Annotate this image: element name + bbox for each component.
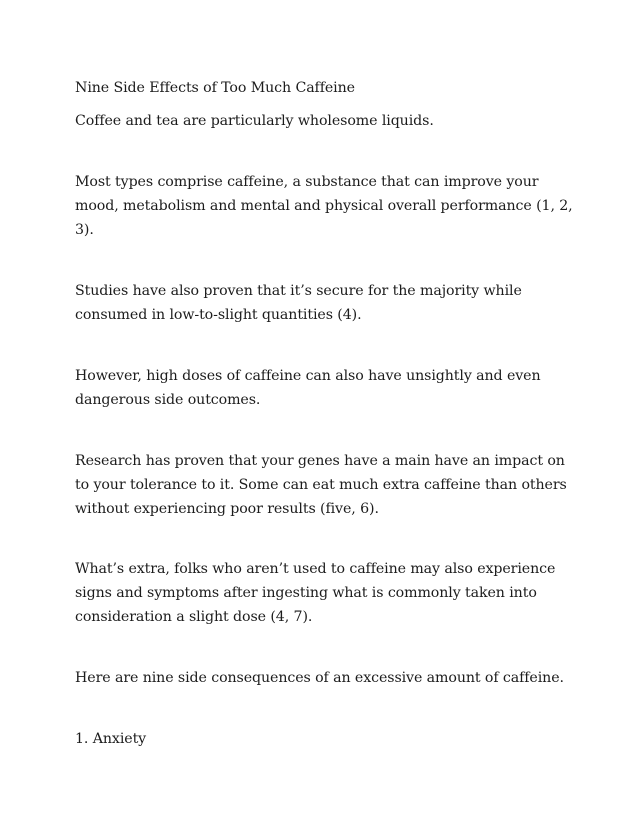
paragraph-6-line-2: signs and symptoms after ingesting what is commonly taken into [75,585,537,601]
paragraph-3-line-1: Studies have also proven that it’s secure for the majority while [75,283,522,299]
paragraph-2-line-3: 3). [75,222,94,238]
paragraph-5-line-1: Research has proven that your genes have a main have an impact on [75,453,565,469]
paragraph-6-line-1: What’s extra, folks who aren’t used to caffeine may also experience [75,561,556,577]
paragraph-7-line-1: Here are nine side consequences of an excessive amount of caffeine. [75,670,564,686]
paragraph-6-line-3: consideration a slight dose (4, 7). [75,609,313,625]
document-title: Nine Side Effects of Too Much Caffeine [75,80,355,96]
paragraph-2-line-2: mood, metabolism and mental and physical overall performance (1, 2, [75,198,573,214]
paragraph-4-line-1: However, high doses of caffeine can also have unsightly and even [75,368,541,384]
paragraph-5-line-2: to your tolerance to it. Some can eat much extra caffeine than others [75,477,567,493]
paragraph-2-line-1: Most types comprise caffeine, a substance that can improve your [75,174,539,190]
paragraph-4-line-2: dangerous side outcomes. [75,392,261,408]
paragraph-5-line-3: without experiencing poor results (five, 6). [75,501,379,517]
paragraph-3-line-2: consumed in low-to-slight quantities (4). [75,307,362,323]
paragraph-1-line-1: Coffee and tea are particularly wholesome liquids. [75,113,434,129]
section-heading: 1. Anxiety [75,731,147,747]
